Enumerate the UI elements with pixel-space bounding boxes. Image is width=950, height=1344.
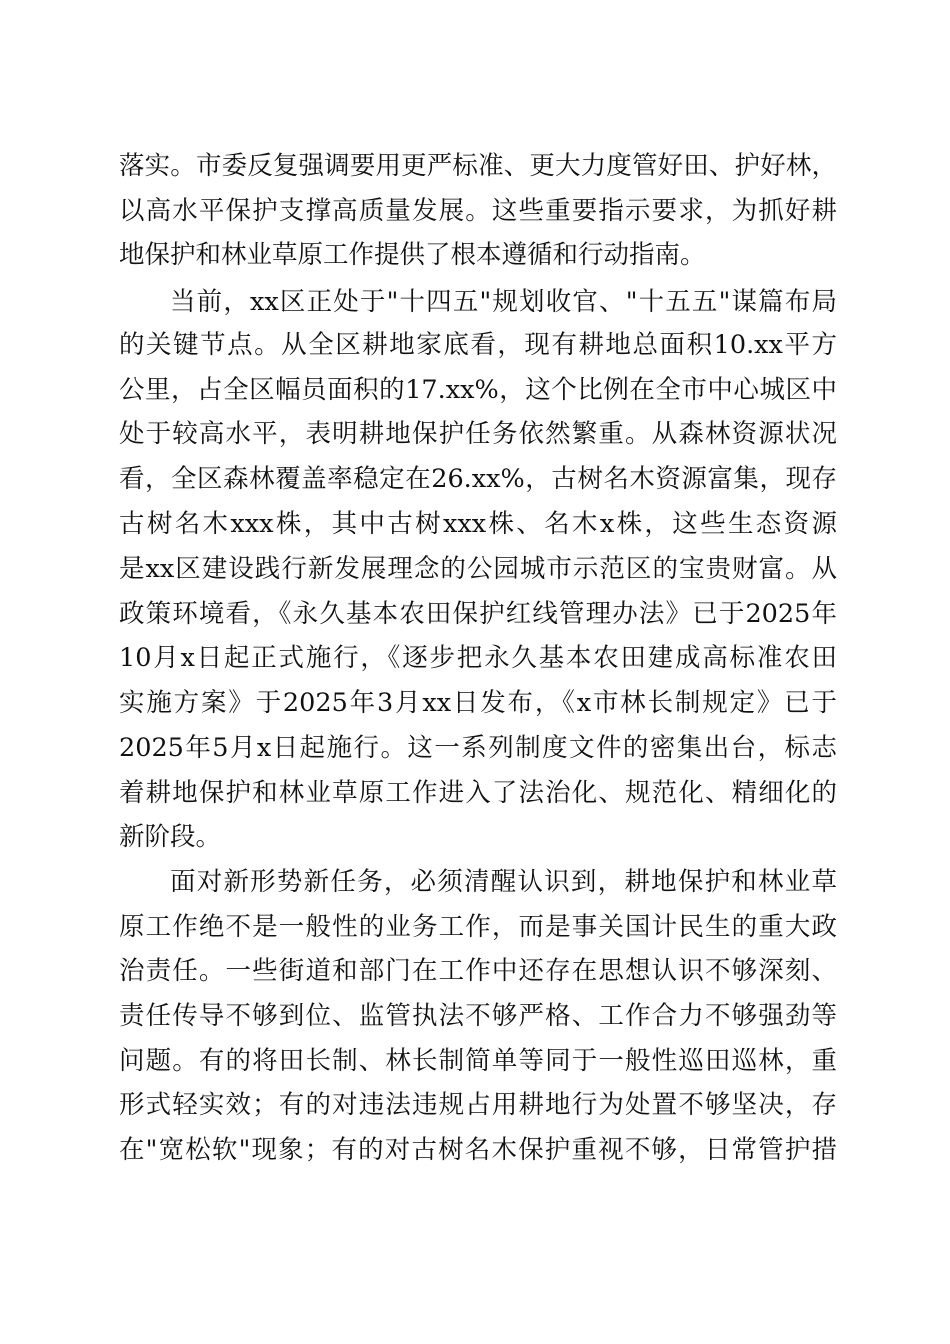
text-line: 公里，占全区幅员面积的17.xx%，这个比例在全市中心城区中 [119,375,837,405]
text-line: 形式轻实效；有的对违法违规占用耕地行为处置不够坚决，存 [119,1090,837,1120]
text-line: 落实。市委反复强调要用更严标准、更大力度管好田、护好林， [119,151,837,181]
text-line: 2025年5月x日起施行。这一系列制度文件的密集出台，标志 [119,733,837,763]
text-line: 政策环境看，《永久基本农田保护红线管理办法》已于2025年 [119,599,837,629]
text-line: 实施方案》于2025年3月xx日发布，《x市林长制规定》已于 [119,688,837,718]
text-line: 着耕地保护和林业草原工作进入了法治化、规范化、精细化的 [119,778,837,808]
text-line: 新阶段。 [119,822,222,852]
text-line: 当前，xx区正处于"十四五"规划收官、"十五五"谋篇布局 [170,287,837,317]
text-line: 的关键节点。从全区耕地家底看，现有耕地总面积10.xx平方 [119,330,837,360]
text-line: 问题。有的将田长制、林长制简单等同于一般性巡田巡林，重 [119,1046,837,1076]
text-line: 治责任。一些街道和部门在工作中还存在思想认识不够深刻、 [119,956,837,986]
text-line: 是xx区建设践行新发展理念的公园城市示范区的宝贵财富。从 [119,554,837,584]
text-line: 责任传导不够到位、监管执法不够严格、工作合力不够强劲等 [119,1001,837,1031]
text-line: 看，全区森林覆盖率稳定在26.xx%，古树名木资源富集，现存 [119,464,837,494]
text-line: 地保护和林业草原工作提供了根本遵循和行动指南。 [119,240,706,270]
text-line: 10月x日起正式施行，《逐步把永久基本农田建成高标准农田 [119,643,837,673]
text-line: 古树名木xxx株，其中古树xxx株、名木x株，这些生态资源 [119,509,837,539]
text-line: 以高水平保护支撑高质量发展。这些重要指示要求，为抓好耕 [119,196,837,226]
text-line: 面对新形势新任务，必须清醒认识到，耕地保护和林业草 [170,867,837,897]
text-line: 处于较高水平，表明耕地保护任务依然繁重。从森林资源状况 [119,419,837,449]
text-line: 在"宽松软"现象；有的对古树名木保护重视不够，日常管护措 [119,1135,837,1165]
text-line: 原工作绝不是一般性的业务工作，而是事关国计民生的重大政 [119,912,837,942]
